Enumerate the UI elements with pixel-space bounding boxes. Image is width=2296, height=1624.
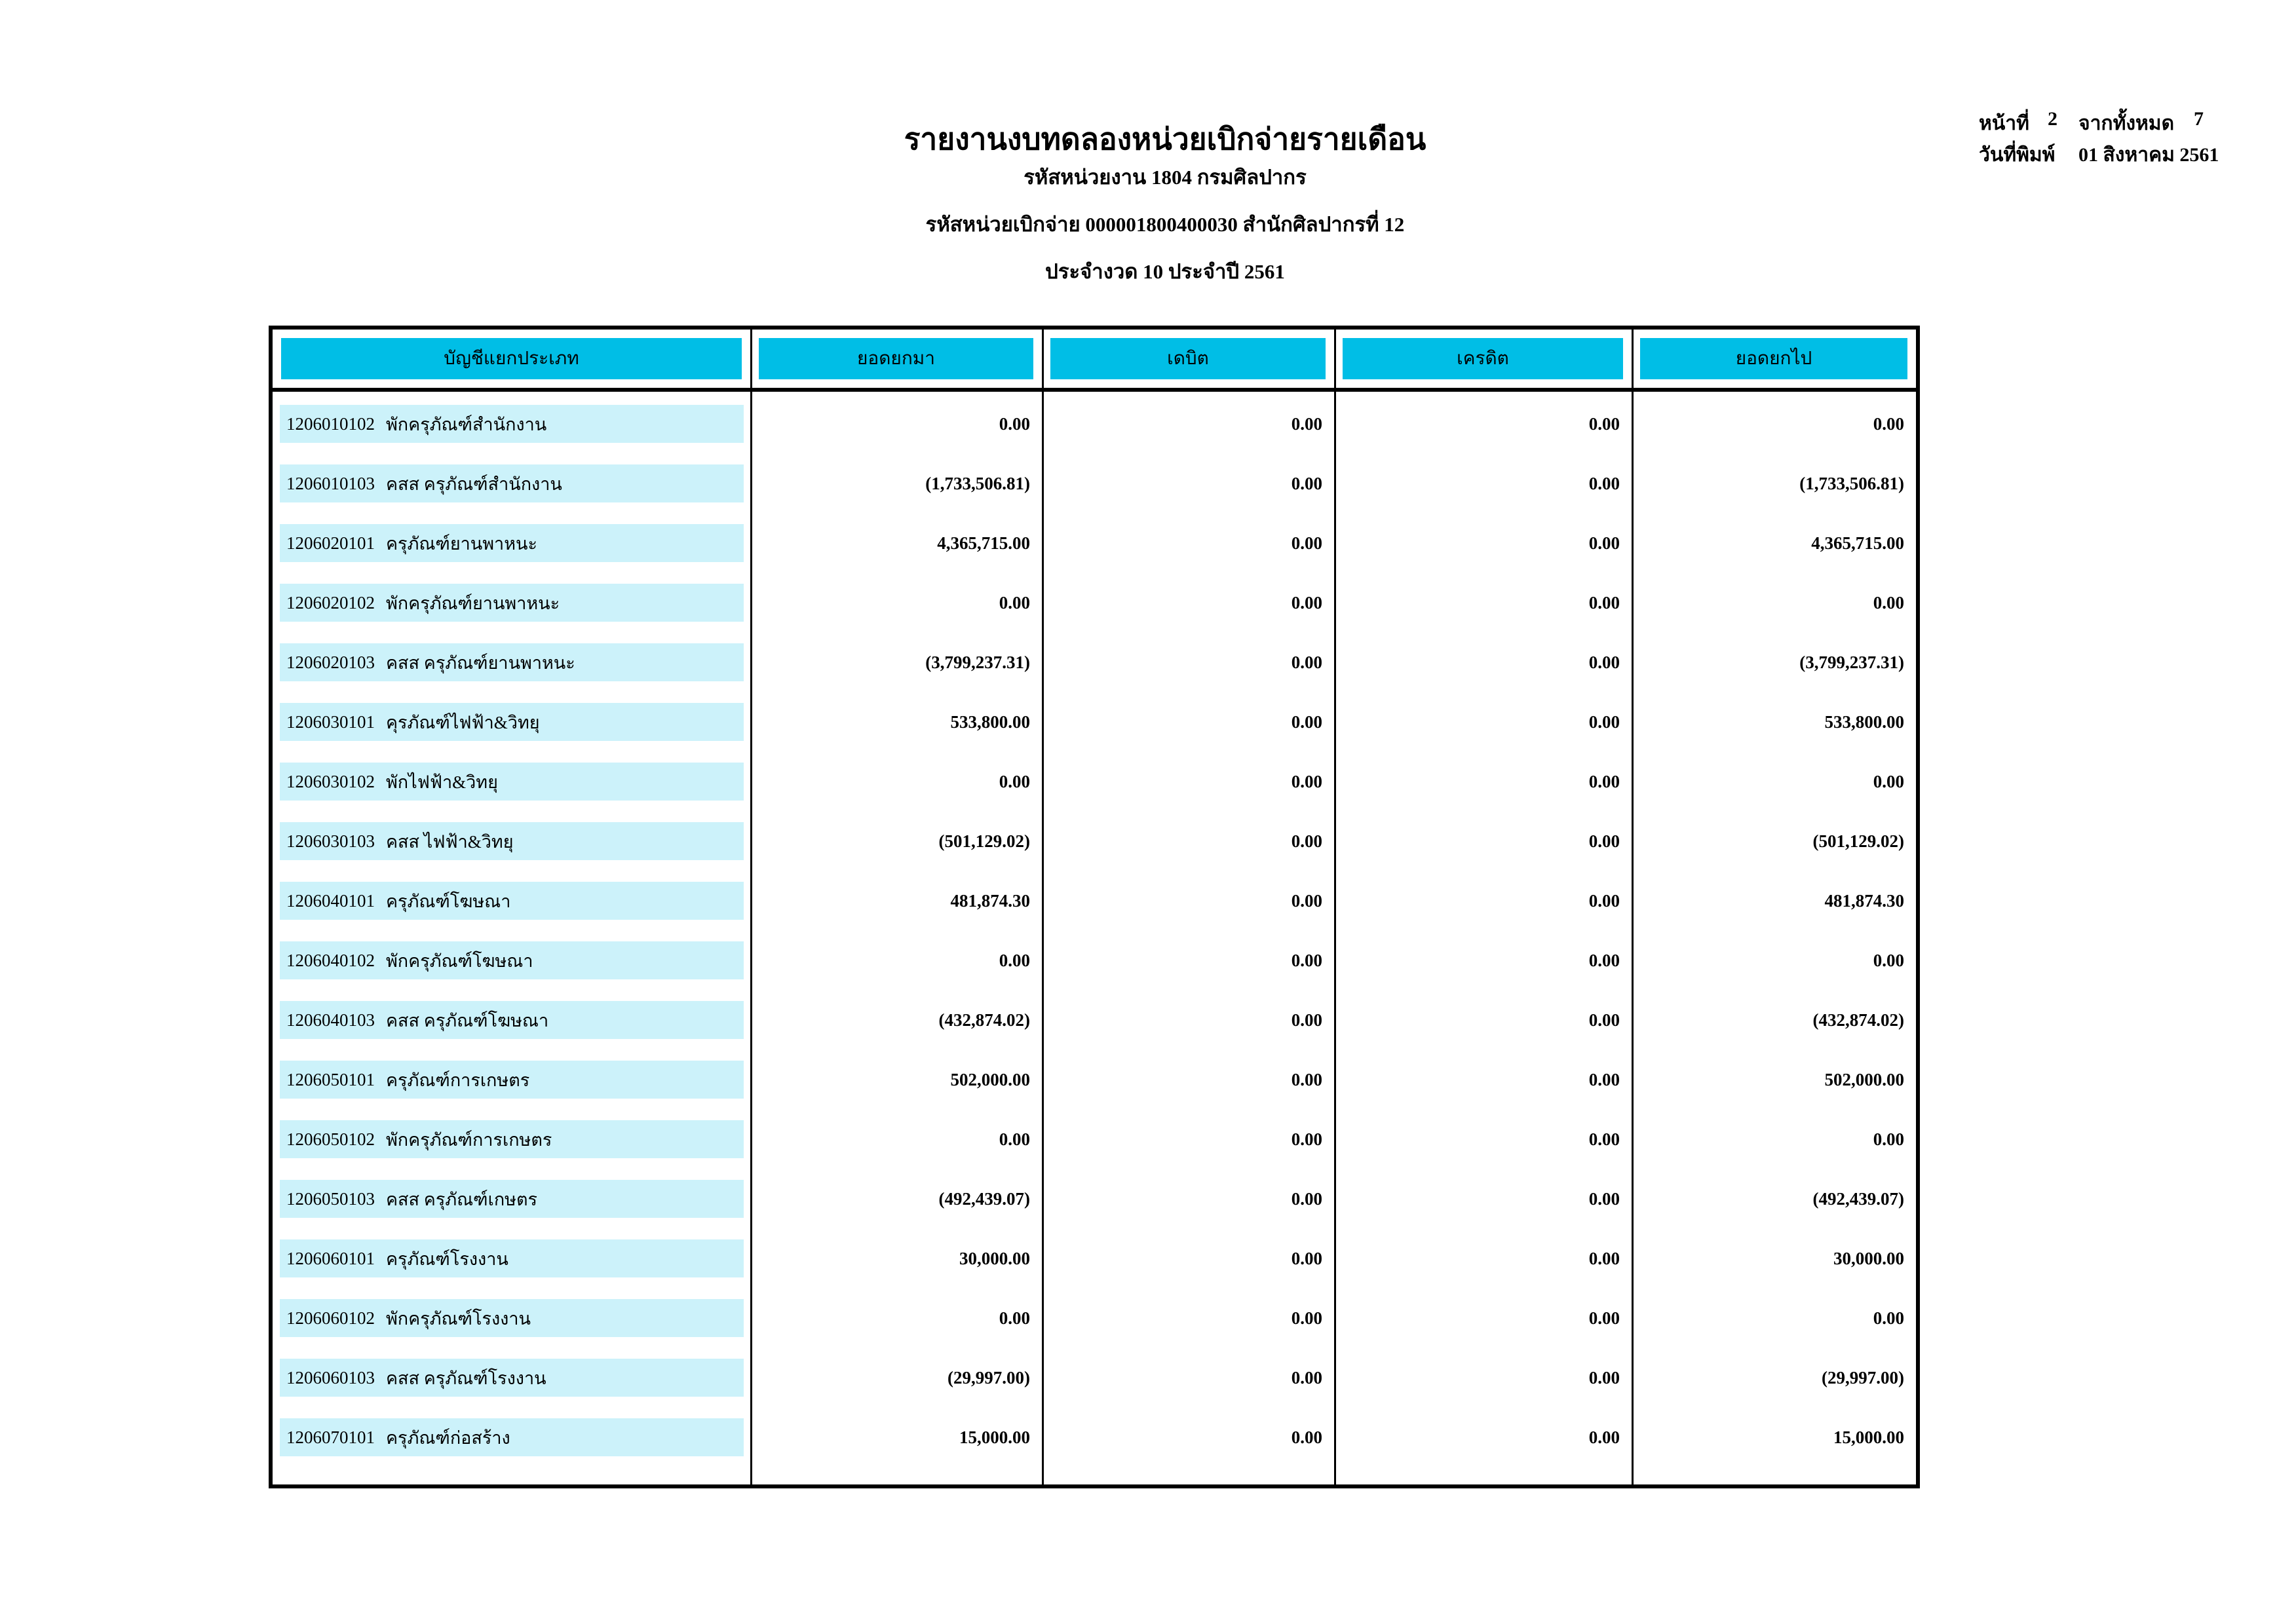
balance-brought-forward: 30,000.00 [959, 1248, 1030, 1268]
debit-amount: 0.00 [1291, 950, 1322, 970]
account-name: ครุภัณฑ์ยานพาหนะ [386, 533, 537, 554]
table-row [273, 1418, 1916, 1478]
credit-amount: 0.00 [1588, 1129, 1620, 1149]
account-cell [273, 405, 750, 464]
debit-amount: 0.00 [1291, 473, 1322, 493]
balance-brought-forward: 502,000.00 [950, 1069, 1030, 1089]
account-name: พักครุภัณฑ์โรงงาน [386, 1308, 531, 1329]
account-code: 1206070101 [286, 1427, 375, 1447]
column-header-credit: เครดิต [1343, 338, 1623, 379]
page-number-label: หน้าที่ [1979, 113, 2029, 134]
account-highlight [280, 464, 744, 502]
account-name: คสส ครุภัณฑ์โรงงาน [386, 1368, 546, 1388]
table-row [273, 703, 1916, 763]
account-name: คสส ครุภัณฑ์สำนักงาน [386, 474, 562, 494]
credit-amount: 0.00 [1588, 890, 1620, 911]
account-name: ครุภัณฑ์ก่อสร้าง [386, 1427, 510, 1448]
account-cell [273, 822, 750, 882]
credit-amount: 0.00 [1588, 1308, 1620, 1328]
balance-brought-forward: 0.00 [999, 771, 1030, 791]
account-code: 1206010102 [286, 413, 375, 434]
credit-amount: 0.00 [1588, 950, 1620, 970]
account-name: พักครุภัณฑ์สำนักงาน [386, 414, 547, 434]
account-code: 1206030101 [286, 711, 375, 732]
balance-brought-forward: 481,874.30 [950, 890, 1030, 911]
account-name: ครุภัณฑ์การเกษตร [386, 1070, 530, 1090]
account-code: 1206020101 [286, 533, 375, 553]
balance-carried-forward: (1,733,506.81) [1799, 473, 1904, 493]
debit-amount: 0.00 [1291, 831, 1322, 851]
account-highlight [280, 1239, 744, 1277]
balance-brought-forward: (3,799,237.31) [925, 652, 1030, 672]
account-code: 1206020102 [286, 592, 375, 613]
credit-amount: 0.00 [1588, 1010, 1620, 1030]
column-header-brought-forward: ยอดยกมา [759, 338, 1033, 379]
credit-amount: 0.00 [1588, 771, 1620, 791]
table-row [273, 1120, 1916, 1180]
account-cell [273, 1359, 750, 1418]
balance-carried-forward: (501,129.02) [1812, 831, 1904, 851]
balance-brought-forward: 0.00 [999, 1129, 1030, 1149]
balance-carried-forward: 481,874.30 [1824, 890, 1904, 911]
balance-carried-forward: (492,439.07) [1812, 1188, 1904, 1209]
debit-amount: 0.00 [1291, 1188, 1322, 1209]
credit-amount: 0.00 [1588, 592, 1620, 613]
balance-brought-forward: (501,129.02) [938, 831, 1030, 851]
balance-carried-forward: 0.00 [1873, 771, 1904, 791]
account-code: 1206020103 [286, 652, 375, 672]
account-cell [273, 1120, 750, 1180]
debit-amount: 0.00 [1291, 652, 1322, 672]
debit-amount: 0.00 [1291, 1129, 1322, 1149]
balance-carried-forward: 0.00 [1873, 413, 1904, 434]
period-line: ประจำงวด 10 ประจำปี 2561 [1045, 260, 1285, 283]
account-highlight [280, 1299, 744, 1337]
account-highlight [280, 703, 744, 741]
account-cell [273, 1299, 750, 1359]
balance-carried-forward: 4,365,715.00 [1811, 533, 1904, 553]
account-highlight [280, 882, 744, 920]
debit-amount: 0.00 [1291, 1308, 1322, 1328]
account-cell [273, 1239, 750, 1299]
account-cell [273, 941, 750, 1001]
account-name: คสส ครุภัณฑ์โฆษณา [386, 1010, 549, 1030]
account-name: ครุภัณฑ์โรงงาน [386, 1249, 508, 1269]
table-header-row [273, 330, 1916, 392]
debit-amount: 0.00 [1291, 1367, 1322, 1388]
account-code: 1206040103 [286, 1010, 375, 1030]
balance-carried-forward: 0.00 [1873, 1129, 1904, 1149]
account-code: 1206060101 [286, 1248, 375, 1268]
disbursement-unit-line: รหัสหน่วยเบิกจ่าย 000001800400030 สำนักศิลปากรที่ 12 [925, 213, 1405, 236]
balance-carried-forward: 0.00 [1873, 950, 1904, 970]
account-cell [273, 1180, 750, 1239]
balance-brought-forward: 0.00 [999, 592, 1030, 613]
account-cell [273, 643, 750, 703]
balance-carried-forward: 15,000.00 [1833, 1427, 1904, 1447]
account-highlight [280, 1061, 744, 1099]
account-cell [273, 1001, 750, 1061]
agency-code-line: รหัสหน่วยงาน 1804 กรมศิลปากร [1024, 166, 1307, 189]
account-name: พักครุภัณฑ์โฆษณา [386, 951, 533, 971]
total-pages-label: จากทั้งหมด [2078, 113, 2175, 134]
account-code: 1206040102 [286, 950, 375, 970]
table-row [273, 822, 1916, 882]
debit-amount: 0.00 [1291, 1427, 1322, 1447]
account-cell [273, 1061, 750, 1120]
balance-brought-forward: (29,997.00) [947, 1367, 1030, 1388]
total-pages-value: 7 [2194, 108, 2204, 130]
table-row [273, 882, 1916, 941]
account-code: 1206060103 [286, 1367, 375, 1388]
debit-amount: 0.00 [1291, 1248, 1322, 1268]
table-row [273, 1299, 1916, 1359]
balance-brought-forward: 0.00 [999, 950, 1030, 970]
table-row [273, 941, 1916, 1001]
account-name: พักไฟฟ้า&วิทยุ [386, 772, 498, 792]
balance-brought-forward: 0.00 [999, 413, 1030, 434]
credit-amount: 0.00 [1588, 1248, 1620, 1268]
account-name: คสส ครุภัณฑ์ยานพาหนะ [386, 652, 575, 673]
balance-brought-forward: 0.00 [999, 1308, 1030, 1328]
account-highlight [280, 1180, 744, 1218]
account-name: ครุภัณฑ์โฆษณา [386, 891, 511, 911]
debit-amount: 0.00 [1291, 592, 1322, 613]
report-title: รายงานงบทดลองหน่วยเบิกจ่ายรายเดือน [904, 123, 1426, 156]
table-row [273, 584, 1916, 643]
column-header-gl-account: บัญชีแยกประเภท [281, 338, 742, 379]
account-highlight [280, 584, 744, 622]
table-body [273, 392, 1916, 1478]
account-cell [273, 703, 750, 763]
account-code: 1206030102 [286, 771, 375, 791]
account-code: 1206040101 [286, 890, 375, 911]
account-cell [273, 464, 750, 524]
table-row [273, 1180, 1916, 1239]
credit-amount: 0.00 [1588, 533, 1620, 553]
account-highlight [280, 941, 744, 979]
account-code: 1206050102 [286, 1129, 375, 1149]
account-highlight [280, 763, 744, 801]
balance-carried-forward: 30,000.00 [1833, 1248, 1904, 1268]
debit-amount: 0.00 [1291, 1010, 1322, 1030]
balance-carried-forward: 0.00 [1873, 1308, 1904, 1328]
balance-carried-forward: (432,874.02) [1812, 1010, 1904, 1030]
trial-balance-table [269, 326, 1920, 1488]
account-code: 1206030103 [286, 831, 375, 851]
debit-amount: 0.00 [1291, 771, 1322, 791]
account-code: 1206050103 [286, 1188, 375, 1209]
account-cell [273, 584, 750, 643]
credit-amount: 0.00 [1588, 1367, 1620, 1388]
account-name: คสส ครุภัณฑ์เกษตร [386, 1189, 538, 1209]
credit-amount: 0.00 [1588, 413, 1620, 434]
table-row [273, 1239, 1916, 1299]
table-row [273, 464, 1916, 524]
account-code: 1206050101 [286, 1069, 375, 1089]
table-row [273, 524, 1916, 584]
account-cell [273, 1418, 750, 1478]
table-row [273, 1001, 1916, 1061]
table-row [273, 405, 1916, 464]
debit-amount: 0.00 [1291, 711, 1322, 732]
account-name: พักครุภัณฑ์การเกษตร [386, 1129, 552, 1150]
account-highlight [280, 405, 744, 443]
credit-amount: 0.00 [1588, 831, 1620, 851]
account-highlight [280, 1359, 744, 1397]
column-header-carried-forward: ยอดยกไป [1640, 338, 1907, 379]
balance-brought-forward: 4,365,715.00 [937, 533, 1030, 553]
table-row [273, 643, 1916, 703]
account-highlight [280, 822, 744, 860]
balance-carried-forward: 502,000.00 [1824, 1069, 1904, 1089]
balance-brought-forward: 533,800.00 [950, 711, 1030, 732]
credit-amount: 0.00 [1588, 1069, 1620, 1089]
print-date-value: 01 สิงหาคม 2561 [2078, 144, 2219, 166]
debit-amount: 0.00 [1291, 413, 1322, 434]
account-highlight [280, 1418, 744, 1456]
print-date-label: วันที่พิมพ์ [1979, 144, 2056, 166]
account-highlight [280, 1001, 744, 1039]
balance-brought-forward: (432,874.02) [938, 1010, 1030, 1030]
account-name: พักครุภัณฑ์ยานพาหนะ [386, 593, 560, 613]
account-highlight [280, 524, 744, 562]
debit-amount: 0.00 [1291, 890, 1322, 911]
account-cell [273, 882, 750, 941]
page-number-value: 2 [2048, 108, 2057, 130]
account-code: 1206010103 [286, 473, 375, 493]
balance-carried-forward: (29,997.00) [1822, 1367, 1904, 1388]
balance-carried-forward: 0.00 [1873, 592, 1904, 613]
table-row [273, 1359, 1916, 1418]
balance-brought-forward: 15,000.00 [959, 1427, 1030, 1447]
account-name: คสส ไฟฟ้า&วิทยุ [386, 831, 514, 852]
column-header-debit: เดบิต [1050, 338, 1326, 379]
account-name: คุรภัณฑ์ไฟฟ้า&วิทยุ [386, 712, 540, 732]
balance-brought-forward: (492,439.07) [938, 1188, 1030, 1209]
account-highlight [280, 1120, 744, 1158]
balance-carried-forward: (3,799,237.31) [1799, 652, 1904, 672]
account-highlight [280, 643, 744, 681]
account-cell [273, 763, 750, 822]
account-cell [273, 524, 750, 584]
debit-amount: 0.00 [1291, 1069, 1322, 1089]
table-row [273, 1061, 1916, 1120]
credit-amount: 0.00 [1588, 711, 1620, 732]
table-row [273, 763, 1916, 822]
balance-carried-forward: 533,800.00 [1824, 711, 1904, 732]
balance-brought-forward: (1,733,506.81) [925, 473, 1030, 493]
debit-amount: 0.00 [1291, 533, 1322, 553]
credit-amount: 0.00 [1588, 652, 1620, 672]
credit-amount: 0.00 [1588, 473, 1620, 493]
credit-amount: 0.00 [1588, 1188, 1620, 1209]
account-code: 1206060102 [286, 1308, 375, 1328]
credit-amount: 0.00 [1588, 1427, 1620, 1447]
